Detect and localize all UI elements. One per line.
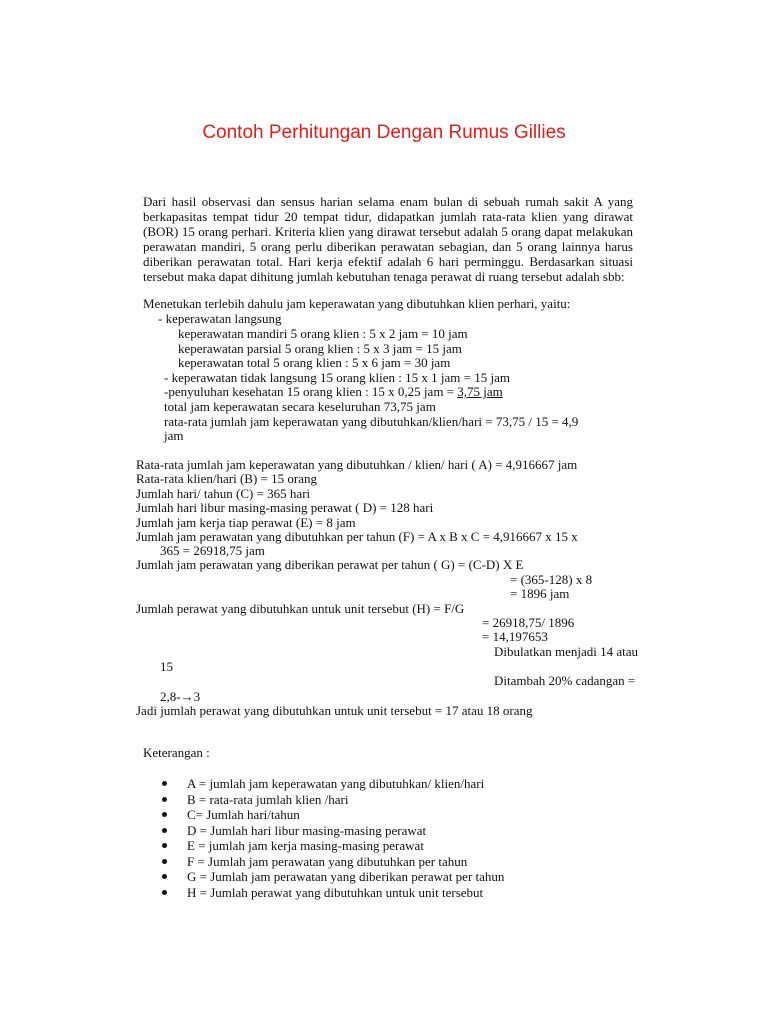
list-item: F = Jumlah jam perawatan yang dibutuhkan per tahun xyxy=(160,854,504,870)
first-step-intro: Menetukan terlebih dahulu jam keperawatan yang dibutuhkan klien perhari, yaitu: xyxy=(143,296,571,311)
calc-h-line-1: Jumlah perawat yang dibutuhkan untuk unit tersebut (H) = F/G xyxy=(136,601,465,616)
calc-g-line-3: = 1896 jam xyxy=(510,586,570,601)
calc-f-line-2: 365 = 26918,75 jam xyxy=(160,543,265,558)
list-item: G = Jumlah jam perawatan yang diberikan perawat per tahun xyxy=(160,869,504,885)
reserve-line: Ditambah 20% cadangan = xyxy=(494,673,636,688)
list-item: E = jumlah jam kerja masing-masing perawat xyxy=(160,838,504,854)
calc-f-line-1: Jumlah jam perawatan yang dibutuhkan per tahun (F) = A x B x C = 4,916667 x 15 x xyxy=(136,529,578,544)
average-hours-line: rata-rata jumlah jam keperawatan yang dibutuhkan/klien/hari = 73,75 / 15 = 4,9 xyxy=(164,414,579,429)
list-item: C= Jumlah hari/tahun xyxy=(160,807,504,823)
calc-h-line-2: = 26918,75/ 1896 xyxy=(482,615,575,630)
document-title: Contoh Perhitungan Dengan Rumus Gillies xyxy=(202,122,566,143)
calc-e: Jumlah jam kerja tiap perawat (E) = 8 jam xyxy=(136,515,356,530)
reserve-value-result: 3 xyxy=(193,689,201,704)
calc-d: Jumlah hari libur masing-masing perawat ( D) = 128 hari xyxy=(136,500,434,515)
total-care-line: keperawatan total 5 orang klien : 5 x 6 jam = 30 jam xyxy=(178,355,451,370)
calc-g-line-2: = (365-128) x 8 xyxy=(510,572,593,587)
list-item: D = Jumlah hari libur masing-masing perawat xyxy=(160,823,504,839)
total-hours-line: total jam keperawatan secara keseluruhan 73,75 jam xyxy=(164,399,436,414)
list-item: A = jumlah jam keperawatan yang dibutuhkan/ klien/hari xyxy=(160,776,504,792)
education-line xyxy=(164,384,503,399)
rounding-value: 15 xyxy=(160,659,173,674)
list-item: H = Jumlah perawat yang dibutuhkan untuk unit tersebut xyxy=(160,885,504,901)
legend-heading: Keterangan : xyxy=(143,745,210,760)
average-hours-unit: jam xyxy=(164,428,184,443)
reserve-value xyxy=(160,689,200,704)
calc-b: Rata-rata klien/hari (B) = 15 orang xyxy=(136,471,317,486)
intro-paragraph: Dari hasil observasi dan sensus harian selama enam bulan di sebuah rumah sakit A yang berkapasitas tempat tidur 20 tempat tidur, didapatkan jumlah rata-rata klien yang dirawat (BOR) 15 orang perhari. Kriteria klien yang dirawat tersebut adalah 5 orang dapat melakukan perawatan mandiri, 5 orang perlu diberikan perawatan sebagian, dan 5 orang lainnya harus diberikan perawatan total. Hari kerja efektif adalah 6 hari perminggu. Berdasarkan situasi tersebut maka dapat dihitung jumlah kebutuhan tenaga perawat di ruang tersebut adalah sbb: xyxy=(143,194,633,284)
calc-h-line-3: = 14,197653 xyxy=(482,629,548,644)
reserve-value-prefix: 2,8- xyxy=(160,689,181,704)
rounding-line: Dibulatkan menjadi 14 atau xyxy=(494,644,639,659)
conclusion: Jadi jumlah perawat yang dibutuhkan untuk unit tersebut = 17 atau 18 orang xyxy=(136,703,533,718)
partial-care-line: keperawatan parsial 5 orang klien : 5 x 3 jam = 15 jam xyxy=(178,341,462,356)
indirect-care-line: - keperawatan tidak langsung 15 orang klien : 15 x 1 jam = 15 jam xyxy=(164,370,510,385)
legend-list xyxy=(160,776,504,900)
calc-a: Rata-rata jumlah jam keperawatan yang dibutuhkan / klien/ hari ( A) = 4,916667 jam xyxy=(136,457,578,472)
education-value: 3,75 jam xyxy=(457,384,503,399)
direct-care-heading: - keperawatan langsung xyxy=(158,311,282,326)
self-care-line: keperawatan mandiri 5 orang klien : 5 x 2 jam = 10 jam xyxy=(178,326,468,341)
calc-g-line-1: Jumlah jam perawatan yang diberikan perawat per tahun ( G) = (C-D) X E xyxy=(136,557,524,572)
calc-c: Jumlah hari/ tahun (C) = 365 hari xyxy=(136,486,311,501)
list-item: B = rata-rata jumlah klien /hari xyxy=(160,792,504,808)
education-label: -penyuluhan kesehatan 15 orang klien : 15 x 0,25 jam = xyxy=(164,384,458,399)
arrow-right-icon: → xyxy=(180,689,194,704)
